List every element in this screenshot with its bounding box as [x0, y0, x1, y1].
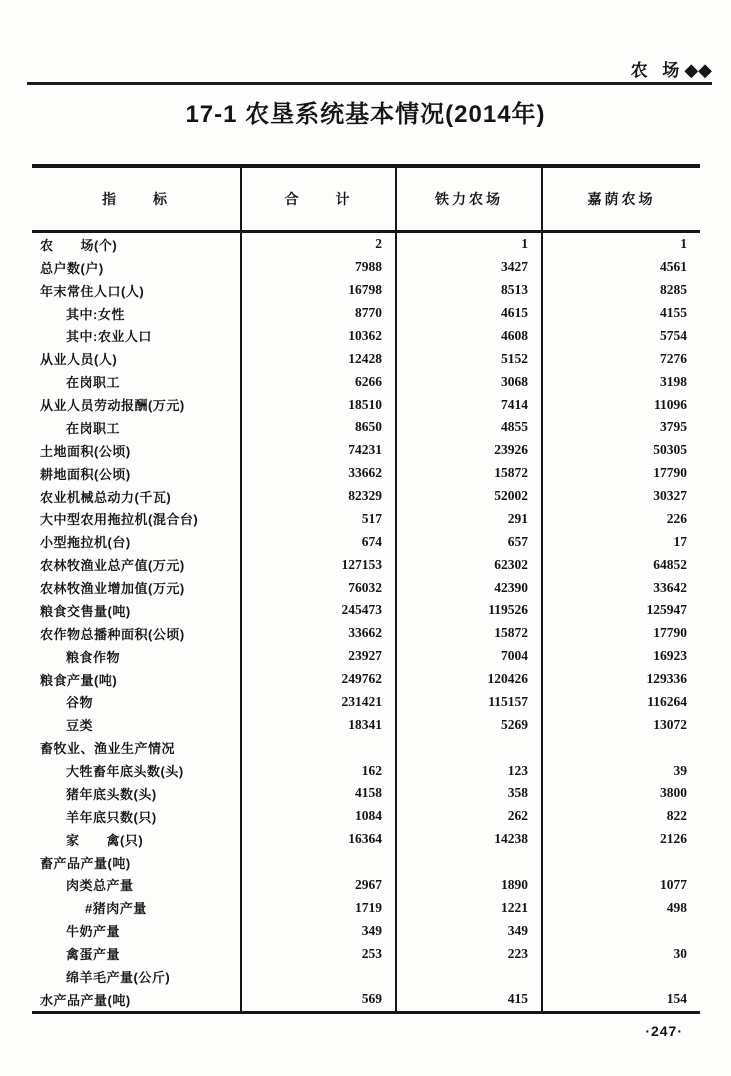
table-row [32, 965, 700, 988]
cell-value: 7004 [397, 645, 543, 668]
page-number: ·247· [645, 1023, 683, 1039]
row-label: 总户数(户) [32, 256, 242, 279]
cell-value: 3198 [660, 373, 687, 389]
cell-value: 3427 [397, 256, 543, 279]
cell-value: 17 [673, 533, 687, 549]
cell-value: 1077 [660, 876, 687, 892]
row-label: 猪年底头数(头) [32, 782, 242, 805]
cell-value: 127153 [242, 553, 397, 576]
cell-value: 33642 [653, 579, 687, 595]
row-label: 大中型农用拖拉机(混合台) [32, 508, 242, 531]
row-label: #猪肉产量 [32, 896, 242, 919]
cell-value: 120426 [397, 668, 543, 691]
column-header-indicator: 指 标 [32, 168, 242, 230]
table-row [32, 851, 700, 874]
table-row [32, 553, 700, 576]
cell-value: 162 [242, 759, 397, 782]
table-row [32, 485, 700, 508]
table-row [32, 622, 700, 645]
cell-value: 8770 [242, 302, 397, 325]
cell-value: 17790 [653, 625, 687, 641]
cell-value: 253 [242, 942, 397, 965]
row-label: 豆类 [32, 713, 242, 736]
table-row [32, 782, 700, 805]
page-title: 17-1 农垦系统基本情况(2014年) [185, 101, 546, 128]
cell-value: 6266 [242, 370, 397, 393]
header-rule [27, 82, 712, 85]
cell-value: 82329 [242, 485, 397, 508]
row-label: 肉类总产量 [32, 874, 242, 897]
table-row [32, 736, 700, 759]
cell-value: 115157 [397, 691, 543, 714]
cell-value: 226 [666, 510, 687, 526]
cell-value [242, 736, 397, 759]
cell-value [543, 965, 700, 988]
cell-value: 15872 [397, 462, 543, 485]
cell-value: 14238 [397, 828, 543, 851]
table-row [32, 530, 700, 553]
row-label: 粮食交售量(吨) [32, 599, 242, 622]
cell-value: 116264 [647, 693, 687, 709]
cell-value: 5754 [660, 327, 687, 343]
row-label: 羊年底只数(只) [32, 805, 242, 828]
row-label: 小型拖拉机(台) [32, 530, 242, 553]
table-row [32, 691, 700, 714]
table-row [32, 302, 700, 325]
table-header-row [32, 168, 700, 233]
cell-value: 517 [242, 508, 397, 531]
cell-value [397, 736, 543, 759]
cell-value: 415 [397, 988, 543, 1011]
row-label: 家 禽(只) [32, 828, 242, 851]
table-row [32, 439, 700, 462]
cell-value: 42390 [397, 576, 543, 599]
row-label: 在岗职工 [32, 370, 242, 393]
table-row [32, 759, 700, 782]
table-row [32, 279, 700, 302]
section-label: 农 场 [630, 61, 685, 80]
row-label: 水产品产量(吨) [32, 988, 242, 1011]
cell-value: 10362 [242, 325, 397, 348]
cell-value [242, 965, 397, 988]
table-row [32, 668, 700, 691]
cell-value: 17790 [653, 465, 687, 481]
cell-value: 249762 [242, 668, 397, 691]
cell-value: 1 [680, 236, 687, 252]
cell-value: 657 [397, 530, 543, 553]
cell-value [242, 851, 397, 874]
cell-value: 16923 [653, 648, 687, 664]
cell-value: 1221 [397, 896, 543, 919]
row-label: 牛奶产量 [32, 919, 242, 942]
row-label: 农林牧渔业增加值(万元) [32, 576, 242, 599]
cell-value: 39 [673, 762, 687, 778]
cell-value: 18510 [242, 393, 397, 416]
table-row [32, 599, 700, 622]
cell-value: 11096 [653, 396, 687, 412]
cell-value: 3068 [397, 370, 543, 393]
row-label: 农作物总播种面积(公顷) [32, 622, 242, 645]
cell-value: 50305 [653, 442, 687, 458]
row-label: 禽蛋产量 [32, 942, 242, 965]
row-label: 在岗职工 [32, 416, 242, 439]
cell-value [397, 965, 543, 988]
cell-value: 231421 [242, 691, 397, 714]
cell-value: 76032 [242, 576, 397, 599]
row-label: 其中:农业人口 [32, 325, 242, 348]
cell-value: 62302 [397, 553, 543, 576]
cell-value: 1084 [242, 805, 397, 828]
cell-value: 291 [397, 508, 543, 531]
row-label: 农业机械总动力(千瓦) [32, 485, 242, 508]
column-header-total: 合 计 [242, 168, 397, 230]
table-row [32, 416, 700, 439]
stats-table [32, 164, 700, 1014]
cell-value: 123 [397, 759, 543, 782]
row-label: 其中:女性 [32, 302, 242, 325]
table-row [32, 233, 700, 256]
cell-value: 7414 [397, 393, 543, 416]
row-label: 粮食作物 [32, 645, 242, 668]
page-header [631, 56, 712, 81]
row-label: 从业人员劳动报酬(万元) [32, 393, 242, 416]
cell-value: 498 [666, 899, 687, 915]
row-label: 畜牧业、渔业生产情况 [32, 736, 242, 759]
cell-value: 569 [242, 988, 397, 1011]
cell-value: 4615 [397, 302, 543, 325]
cell-value: 7988 [242, 256, 397, 279]
cell-value: 3800 [660, 785, 687, 801]
cell-value: 18341 [242, 713, 397, 736]
cell-value: 33662 [242, 462, 397, 485]
table-row [32, 988, 700, 1011]
row-label: 谷物 [32, 691, 242, 714]
cell-value: 74231 [242, 439, 397, 462]
cell-value: 33662 [242, 622, 397, 645]
table-row [32, 370, 700, 393]
cell-value: 822 [666, 808, 687, 824]
row-label: 大牲畜年底头数(头) [32, 759, 242, 782]
cell-value: 64852 [653, 556, 687, 572]
table-body [32, 233, 700, 1011]
row-label: 从业人员(人) [32, 347, 242, 370]
row-label: 粮食产量(吨) [32, 668, 242, 691]
table-row [32, 256, 700, 279]
cell-value: 8513 [397, 279, 543, 302]
cell-value: 4608 [397, 325, 543, 348]
table-row [32, 645, 700, 668]
table-row [32, 874, 700, 897]
cell-value: 154 [666, 991, 687, 1007]
cell-value: 1890 [397, 874, 543, 897]
cell-value: 3795 [660, 419, 687, 435]
column-header-tieli-farm: 铁力农场 [397, 168, 543, 230]
table-row [32, 347, 700, 370]
cell-value: 358 [397, 782, 543, 805]
cell-value [543, 851, 700, 874]
table-row [32, 942, 700, 965]
table-row [32, 576, 700, 599]
table-row [32, 896, 700, 919]
cell-value: 245473 [242, 599, 397, 622]
row-label: 农林牧渔业总产值(万元) [32, 553, 242, 576]
cell-value: 262 [397, 805, 543, 828]
cell-value: 125947 [646, 602, 687, 618]
table-row [32, 508, 700, 531]
cell-value: 349 [397, 919, 543, 942]
row-label: 畜产品产量(吨) [32, 851, 242, 874]
cell-value: 12428 [242, 347, 397, 370]
cell-value: 30 [673, 945, 687, 961]
table-row [32, 713, 700, 736]
table-row [32, 919, 700, 942]
cell-value: 4855 [397, 416, 543, 439]
cell-value [543, 919, 700, 942]
cell-value: 13072 [653, 716, 687, 732]
row-label: 耕地面积(公顷) [32, 462, 242, 485]
cell-value: 8650 [242, 416, 397, 439]
table-row [32, 393, 700, 416]
table-row [32, 325, 700, 348]
cell-value: 5269 [397, 713, 543, 736]
cell-value: 23927 [242, 645, 397, 668]
table-row [32, 462, 700, 485]
table-row [32, 828, 700, 851]
cell-value [397, 851, 543, 874]
cell-value: 15872 [397, 622, 543, 645]
cell-value: 16798 [242, 279, 397, 302]
cell-value: 7276 [660, 350, 687, 366]
cell-value: 16364 [242, 828, 397, 851]
cell-value: 2967 [242, 874, 397, 897]
cell-value: 5152 [397, 347, 543, 370]
cell-value: 674 [242, 530, 397, 553]
cell-value: 1719 [242, 896, 397, 919]
row-label: 年末常住人口(人) [32, 279, 242, 302]
cell-value [543, 736, 700, 759]
cell-value: 4561 [660, 259, 687, 275]
cell-value: 349 [242, 919, 397, 942]
column-header-jiayin-farm: 嘉荫农场 [587, 191, 656, 207]
cell-value: 52002 [397, 485, 543, 508]
cell-value: 23926 [397, 439, 543, 462]
cell-value: 8285 [660, 282, 687, 298]
cell-value: 4155 [660, 305, 687, 321]
table-row [32, 805, 700, 828]
cell-value: 2126 [660, 831, 687, 847]
row-label: 农 场(个) [32, 233, 242, 256]
cell-value: 223 [397, 942, 543, 965]
cell-value: 2 [242, 233, 397, 256]
cell-value: 119526 [397, 599, 543, 622]
row-label: 土地面积(公顷) [32, 439, 242, 462]
cell-value: 1 [397, 233, 543, 256]
cell-value: 129336 [646, 671, 687, 687]
diamond-markers-icon: ◆◆ [684, 60, 712, 80]
row-label: 绵羊毛产量(公斤) [32, 965, 242, 988]
cell-value: 30327 [653, 488, 687, 504]
cell-value: 4158 [242, 782, 397, 805]
